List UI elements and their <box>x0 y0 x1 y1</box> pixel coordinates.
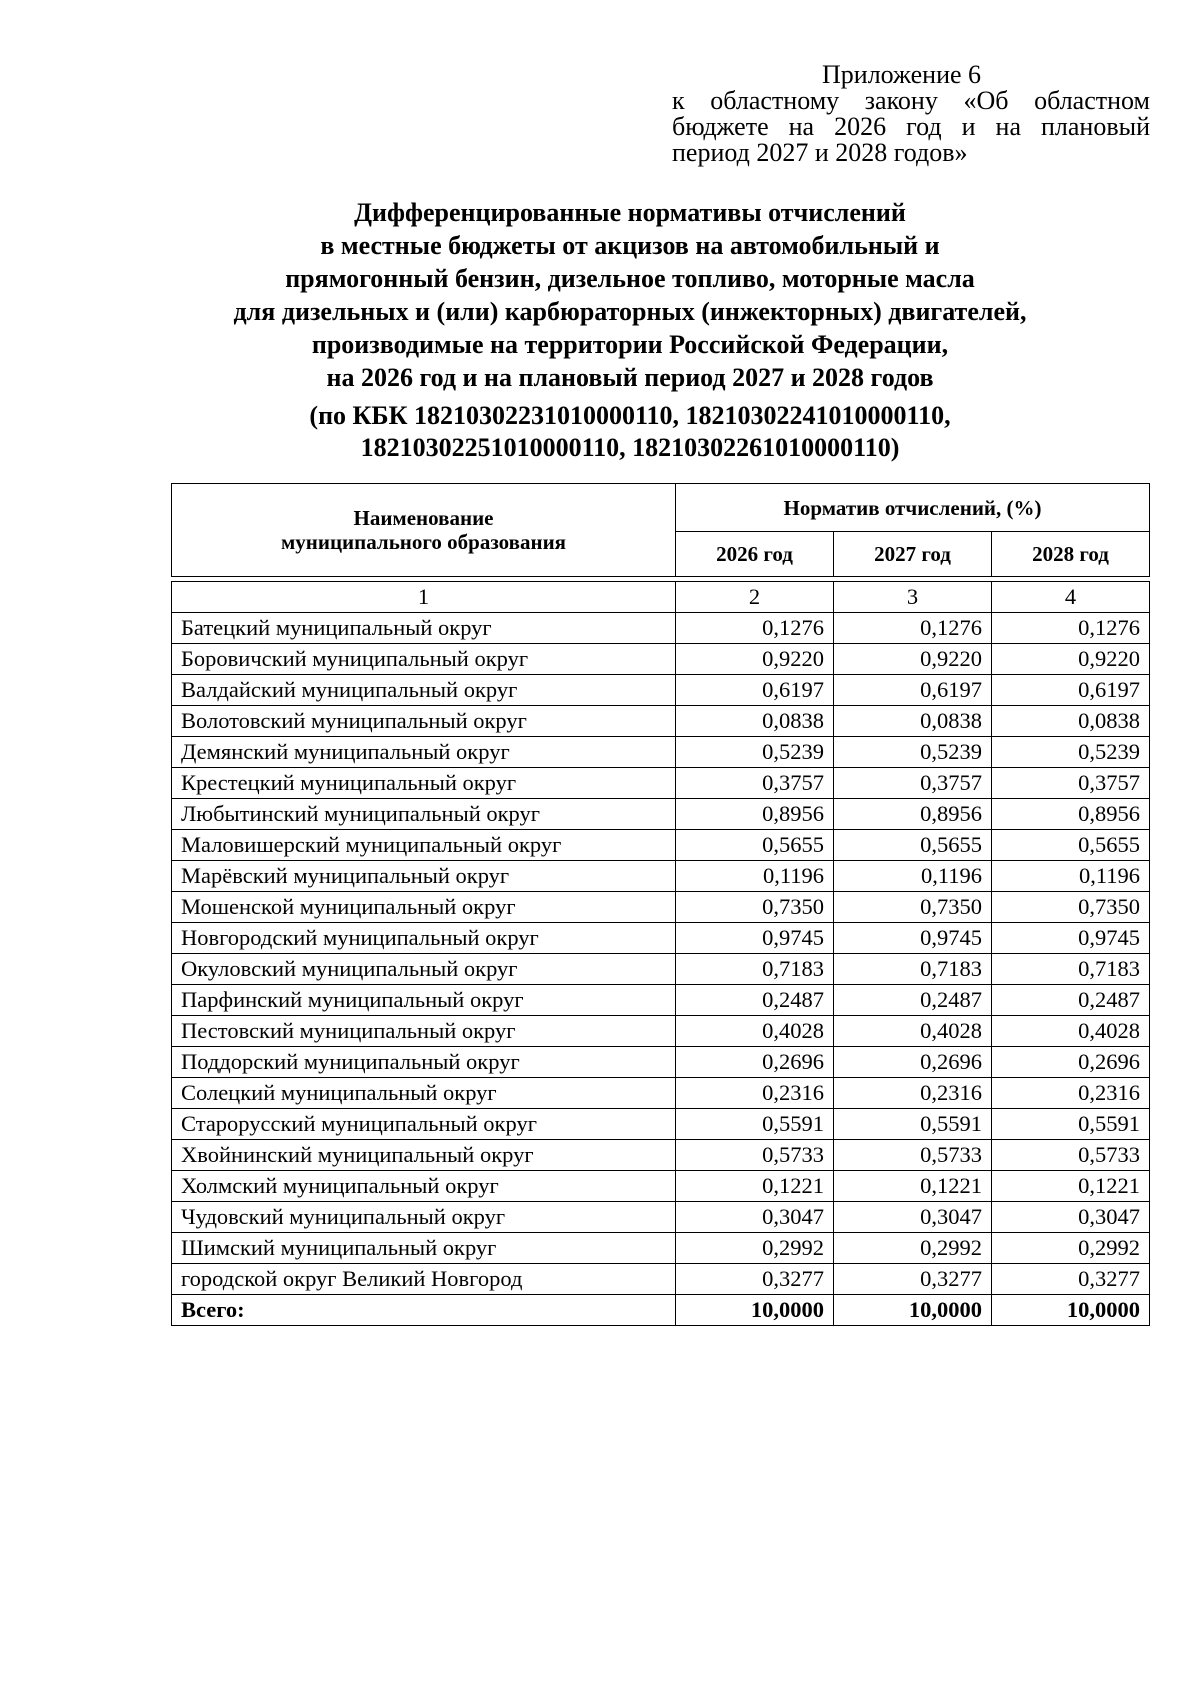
value-2026: 0,9220 <box>676 644 834 675</box>
header-year-2026: 2026 год <box>676 532 834 577</box>
document-title <box>160 196 1100 394</box>
value-2027: 0,7350 <box>834 892 992 923</box>
value-2027: 0,8956 <box>834 799 992 830</box>
table-row <box>172 613 1150 644</box>
value-2028: 0,5591 <box>992 1109 1150 1140</box>
value-2028: 0,7183 <box>992 954 1150 985</box>
value-2027: 0,5655 <box>834 830 992 861</box>
table-row <box>172 1016 1150 1047</box>
value-2026: 0,4028 <box>676 1016 834 1047</box>
value-2026: 0,6197 <box>676 675 834 706</box>
value-2028: 0,2992 <box>992 1233 1150 1264</box>
municipality-name: Парфинский муниципальный округ <box>172 985 676 1016</box>
header-name-column <box>172 484 676 577</box>
title-line: на 2026 год и на плановый период 2027 и 2028 годов <box>326 363 934 392</box>
value-2026: 0,7350 <box>676 892 834 923</box>
value-2028: 0,2316 <box>992 1078 1150 1109</box>
value-2026: 0,7183 <box>676 954 834 985</box>
municipality-name: Маловишерский муниципальный округ <box>172 830 676 861</box>
table-row <box>172 706 1150 737</box>
value-2028: 0,2487 <box>992 985 1150 1016</box>
municipality-name: Поддорский муниципальный округ <box>172 1047 676 1078</box>
value-2028: 0,1196 <box>992 861 1150 892</box>
value-2026: 0,1196 <box>676 861 834 892</box>
municipality-name: Чудовский муниципальный округ <box>172 1202 676 1233</box>
value-2027: 0,9745 <box>834 923 992 954</box>
municipality-name: Любытинский муниципальный округ <box>172 799 676 830</box>
value-2026: 0,5591 <box>676 1109 834 1140</box>
total-2027: 10,0000 <box>834 1295 992 1326</box>
municipality-name: Демянский муниципальный округ <box>172 737 676 768</box>
municipality-name: Батецкий муниципальный округ <box>172 613 676 644</box>
title-line: Дифференцированные нормативы отчислений <box>354 198 906 227</box>
value-2027: 0,5239 <box>834 737 992 768</box>
municipality-name: Хвойнинский муниципальный округ <box>172 1140 676 1171</box>
municipality-name: Мошенской муниципальный округ <box>172 892 676 923</box>
column-number-row <box>172 582 1150 613</box>
value-2026: 0,1221 <box>676 1171 834 1202</box>
table-row <box>172 1078 1150 1109</box>
header-norm-group: Норматив отчислений, (%) <box>676 484 1150 532</box>
table-row <box>172 1140 1150 1171</box>
value-2028: 0,2696 <box>992 1047 1150 1078</box>
municipality-name: Пестовский муниципальный округ <box>172 1016 676 1047</box>
value-2028: 0,3047 <box>992 1202 1150 1233</box>
table-row <box>172 1264 1150 1295</box>
value-2027: 0,2696 <box>834 1047 992 1078</box>
value-2026: 0,2316 <box>676 1078 834 1109</box>
municipality-name: Новгородский муниципальный округ <box>172 923 676 954</box>
table-row <box>172 1109 1150 1140</box>
total-row <box>172 1295 1150 1326</box>
value-2028: 0,5733 <box>992 1140 1150 1171</box>
appendix-note <box>672 62 1150 166</box>
value-2028: 0,5655 <box>992 830 1150 861</box>
value-2028: 0,6197 <box>992 675 1150 706</box>
column-number: 2 <box>676 582 834 613</box>
table-row <box>172 768 1150 799</box>
value-2026: 0,5733 <box>676 1140 834 1171</box>
kbk-line: 18210302251010000110, 18210302261010000110) <box>360 433 900 462</box>
municipality-name: Окуловский муниципальный округ <box>172 954 676 985</box>
title-line: производимые на территории Российской Федерации, <box>311 330 949 359</box>
table-row <box>172 737 1150 768</box>
municipality-name: Солецкий муниципальный округ <box>172 1078 676 1109</box>
value-2027: 0,2487 <box>834 985 992 1016</box>
value-2028: 0,0838 <box>992 706 1150 737</box>
column-number: 1 <box>172 582 676 613</box>
value-2028: 0,8956 <box>992 799 1150 830</box>
municipality-name: Шимский муниципальный округ <box>172 1233 676 1264</box>
value-2027: 0,1221 <box>834 1171 992 1202</box>
value-2028: 0,3277 <box>992 1264 1150 1295</box>
column-number: 4 <box>992 582 1150 613</box>
value-2026: 0,3047 <box>676 1202 834 1233</box>
municipality-name: Холмский муниципальный округ <box>172 1171 676 1202</box>
table-body <box>172 582 1150 1326</box>
table-row <box>172 1202 1150 1233</box>
value-2027: 0,5733 <box>834 1140 992 1171</box>
table-row <box>172 892 1150 923</box>
total-label: Всего: <box>172 1295 676 1326</box>
total-2026: 10,0000 <box>676 1295 834 1326</box>
value-2027: 0,6197 <box>834 675 992 706</box>
table-row <box>172 644 1150 675</box>
municipality-name: Крестецкий муниципальный округ <box>172 768 676 799</box>
value-2026: 0,1276 <box>676 613 834 644</box>
value-2028: 0,1276 <box>992 613 1150 644</box>
value-2028: 0,9220 <box>992 644 1150 675</box>
value-2027: 0,7183 <box>834 954 992 985</box>
value-2028: 0,7350 <box>992 892 1150 923</box>
header-name-line: Наименование <box>353 506 494 530</box>
value-2026: 0,2992 <box>676 1233 834 1264</box>
table-row <box>172 985 1150 1016</box>
header-name-line: муниципального образования <box>280 530 567 554</box>
value-2028: 0,1221 <box>992 1171 1150 1202</box>
municipality-name: Волотовский муниципальный округ <box>172 706 676 737</box>
value-2027: 0,2316 <box>834 1078 992 1109</box>
value-2028: 0,5239 <box>992 737 1150 768</box>
municipality-name: Валдайский муниципальный округ <box>172 675 676 706</box>
value-2027: 0,2992 <box>834 1233 992 1264</box>
appendix-line: период 2027 и 2028 годов» <box>672 138 968 167</box>
title-line: в местные бюджеты от акцизов на автомобильный и <box>320 231 940 260</box>
value-2028: 0,9745 <box>992 923 1150 954</box>
value-2027: 0,3757 <box>834 768 992 799</box>
municipality-name: Боровичский муниципальный округ <box>172 644 676 675</box>
header-year-2027: 2027 год <box>834 532 992 577</box>
value-2026: 0,9745 <box>676 923 834 954</box>
value-2028: 0,4028 <box>992 1016 1150 1047</box>
table-row <box>172 675 1150 706</box>
table-row <box>172 954 1150 985</box>
appendix-line: бюджете на 2026 год и на плановый <box>672 112 1150 141</box>
table-row <box>172 1171 1150 1202</box>
value-2027: 0,3277 <box>834 1264 992 1295</box>
value-2027: 0,9220 <box>834 644 992 675</box>
value-2027: 0,4028 <box>834 1016 992 1047</box>
title-line: прямогонный бензин, дизельное топливо, моторные масла <box>285 264 975 293</box>
value-2027: 0,5591 <box>834 1109 992 1140</box>
value-2026: 0,2487 <box>676 985 834 1016</box>
table-row <box>172 861 1150 892</box>
value-2026: 0,3277 <box>676 1264 834 1295</box>
value-2026: 0,5655 <box>676 830 834 861</box>
table-row <box>172 923 1150 954</box>
kbk-codes <box>160 400 1100 464</box>
header-year-2028: 2028 год <box>992 532 1150 577</box>
value-2026: 0,2696 <box>676 1047 834 1078</box>
total-2028: 10,0000 <box>992 1295 1150 1326</box>
title-line: для дизельных и (или) карбюраторных (инжекторных) двигателей, <box>233 297 1027 326</box>
value-2027: 0,0838 <box>834 706 992 737</box>
municipality-name: городской округ Великий Новгород <box>172 1264 676 1295</box>
value-2027: 0,1276 <box>834 613 992 644</box>
appendix-title: Приложение 6 <box>822 60 982 89</box>
municipality-name: Старорусский муниципальный округ <box>172 1109 676 1140</box>
value-2026: 0,0838 <box>676 706 834 737</box>
value-2026: 0,8956 <box>676 799 834 830</box>
municipality-name: Марёвский муниципальный округ <box>172 861 676 892</box>
column-number: 3 <box>834 582 992 613</box>
value-2028: 0,3757 <box>992 768 1150 799</box>
table-row <box>172 799 1150 830</box>
value-2026: 0,3757 <box>676 768 834 799</box>
data-table <box>171 581 1150 1326</box>
value-2027: 0,3047 <box>834 1202 992 1233</box>
value-2027: 0,1196 <box>834 861 992 892</box>
table-header <box>171 483 1150 577</box>
table-row <box>172 1233 1150 1264</box>
appendix-line: к областному закону «Об областном <box>672 86 1150 115</box>
kbk-line: (по КБК 18210302231010000110, 18210302241010000110, <box>309 401 951 430</box>
table-row <box>172 1047 1150 1078</box>
table-row <box>172 830 1150 861</box>
value-2026: 0,5239 <box>676 737 834 768</box>
